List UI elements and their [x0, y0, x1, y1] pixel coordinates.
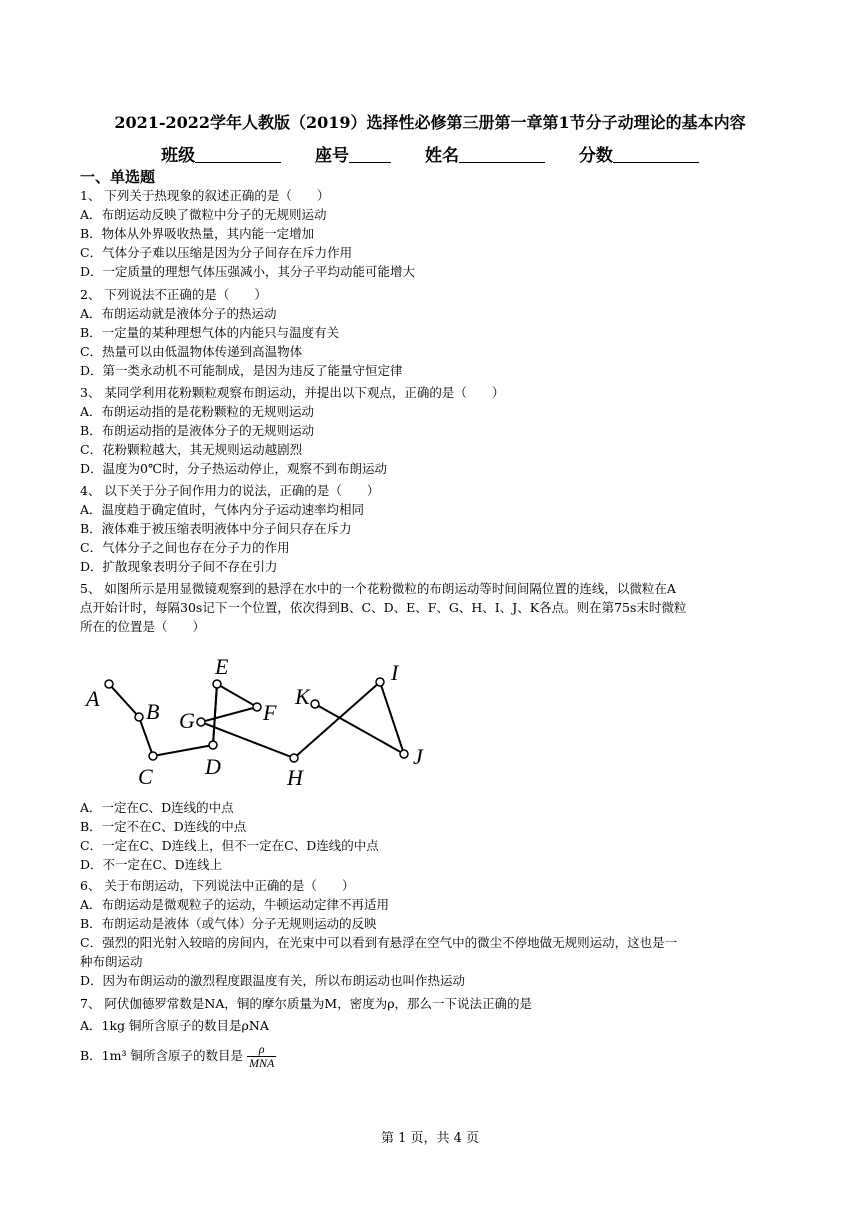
option-c-continued: 种布朗运动	[80, 954, 143, 969]
question-stem: 5、 如图所示是用显微镜观察到的悬浮在水中的一个花粉微粒的布朗运动等时间间隔位置的连线，以微粒在A	[80, 581, 676, 596]
label-i: I	[391, 660, 399, 685]
option-a[interactable]: A．一定在C、D连线的中点	[80, 800, 234, 815]
option-d[interactable]: D．不一定在C、D连线上	[80, 857, 223, 872]
label-e: E	[215, 654, 229, 679]
question-1	[80, 186, 800, 281]
label-b: B	[146, 699, 160, 724]
label-h: H	[287, 765, 303, 790]
question-5-options	[80, 798, 800, 874]
score-blank[interactable]	[613, 146, 699, 163]
option-b[interactable]: B．液体难于被压缩表明液体中分子间只存在斥力	[80, 521, 352, 536]
option-d[interactable]: D．扩散现象表明分子间不存在引力	[80, 559, 278, 574]
brownian-motion-figure	[80, 652, 440, 792]
option-b[interactable]: B．布朗运动是液体（或气体）分子无规则运动的反映	[80, 916, 377, 931]
document-title: 2021-2022学年人教版（2019）选择性必修第三册第一章第1节分子动理论的基本内容	[114, 113, 746, 132]
page-footer: 第 1 页，共 4 页	[380, 1131, 480, 1146]
option-d[interactable]: D．第一类永动机不可能制成，是因为违反了能量守恒定律	[80, 363, 403, 378]
question-stem: 6、 关于布朗运动，下列说法中正确的是（ ）	[80, 878, 355, 893]
label-g: G	[179, 708, 195, 733]
question-2	[80, 285, 800, 380]
question-3	[80, 383, 800, 478]
class-blank[interactable]	[195, 146, 281, 163]
label-f: F	[263, 700, 277, 725]
option-c[interactable]: C．花粉颗粒越大，其无规则运动越剧烈	[80, 442, 303, 457]
question-stem: 2、 下列说法不正确的是（ ）	[80, 287, 267, 302]
question-stem: 3、 某同学利用花粉颗粒观察布朗运动，并提出以下观点，正确的是（ ）	[80, 385, 505, 400]
option-c[interactable]: C．一定在C、D连线上，但不一定在C、D连线的中点	[80, 838, 379, 853]
option-b[interactable]: B．1m³ 铜所含原子的数目是 $\frac{\rho}{\text{MNA}}$	[80, 1042, 275, 1070]
label-c: C	[138, 764, 153, 789]
option-a[interactable]: A．布朗运动指的是花粉颗粒的无规则运动	[80, 404, 315, 419]
label-k: K	[295, 684, 310, 709]
option-c[interactable]: C．热量可以由低温物体传递到高温物体	[80, 344, 303, 359]
section-title: 一、单选题	[80, 168, 156, 186]
fraction: $\frac{\rho}{\text{MNA}}$	[248, 1042, 275, 1070]
option-d[interactable]: D．温度为0℃时，分子热运动停止，观察不到布朗运动	[80, 461, 387, 476]
seat-blank[interactable]	[349, 146, 391, 163]
question-4	[80, 481, 800, 576]
option-d[interactable]: D．因为布朗运动的激烈程度跟温度有关，所以布朗运动也叫作热运动	[80, 973, 466, 988]
question-6	[80, 876, 800, 990]
question-stem: 7、 阿伏伽德罗常数是NA，铜的摩尔质量为M，密度为ρ，那么一下说法正确的是	[80, 996, 533, 1011]
option-c[interactable]: C．气体分子之间也存在分子力的作用	[80, 540, 290, 555]
label-a: A	[86, 686, 100, 711]
option-b[interactable]: B．一定不在C、D连线的中点	[80, 819, 247, 834]
question-7	[80, 994, 800, 1070]
label-j: J	[413, 744, 423, 769]
field-seat: 座号	[315, 141, 391, 166]
student-info-line	[0, 141, 860, 166]
option-a[interactable]: A．布朗运动反映了微粒中分子的无规则运动	[80, 207, 327, 222]
question-stem: 1、 下列关于热现象的叙述正确的是（ ）	[80, 188, 330, 203]
question-5	[80, 579, 800, 636]
option-b[interactable]: B．一定量的某种理想气体的内能只与温度有关	[80, 325, 340, 340]
name-blank[interactable]	[459, 146, 545, 163]
option-a[interactable]: A．温度趋于确定值时，气体内分子运动速率均相同	[80, 502, 365, 517]
option-a[interactable]: A．布朗运动是微观粒子的运动，牛顿运动定律不再适用	[80, 897, 390, 912]
field-score: 分数	[579, 141, 699, 166]
option-b[interactable]: B．布朗运动指的是液体分子的无规则运动	[80, 423, 315, 438]
option-a[interactable]: A．布朗运动就是液体分子的热运动	[80, 306, 277, 321]
question-stem-line: 所在的位置是（ ）	[80, 619, 206, 634]
field-class: 班级	[161, 141, 281, 166]
field-name: 姓名	[425, 141, 545, 166]
option-c[interactable]: C．气体分子难以压缩是因为分子间存在斥力作用	[80, 245, 353, 260]
option-d[interactable]: D．一定质量的理想气体压强减小，其分子平均动能可能增大	[80, 264, 416, 279]
option-c[interactable]: C．强烈的阳光射入较暗的房间内，在光束中可以看到有悬浮在空气中的微尘不停地做无规则运动，这也是一	[80, 935, 678, 950]
question-stem-line: 点开始计时，每隔30s记下一个位置，依次得到B、C、D、E、F、G、H、I、J、K各点。则在第75s末时微粒	[80, 600, 687, 615]
option-b[interactable]: B．物体从外界吸收热量，其内能一定增加	[80, 226, 315, 241]
label-d: D	[205, 754, 221, 779]
option-a[interactable]: A．1kg 铜所含原子的数目是ρNA	[80, 1018, 269, 1033]
question-stem: 4、 以下关于分子间作用力的说法，正确的是（ ）	[80, 483, 380, 498]
